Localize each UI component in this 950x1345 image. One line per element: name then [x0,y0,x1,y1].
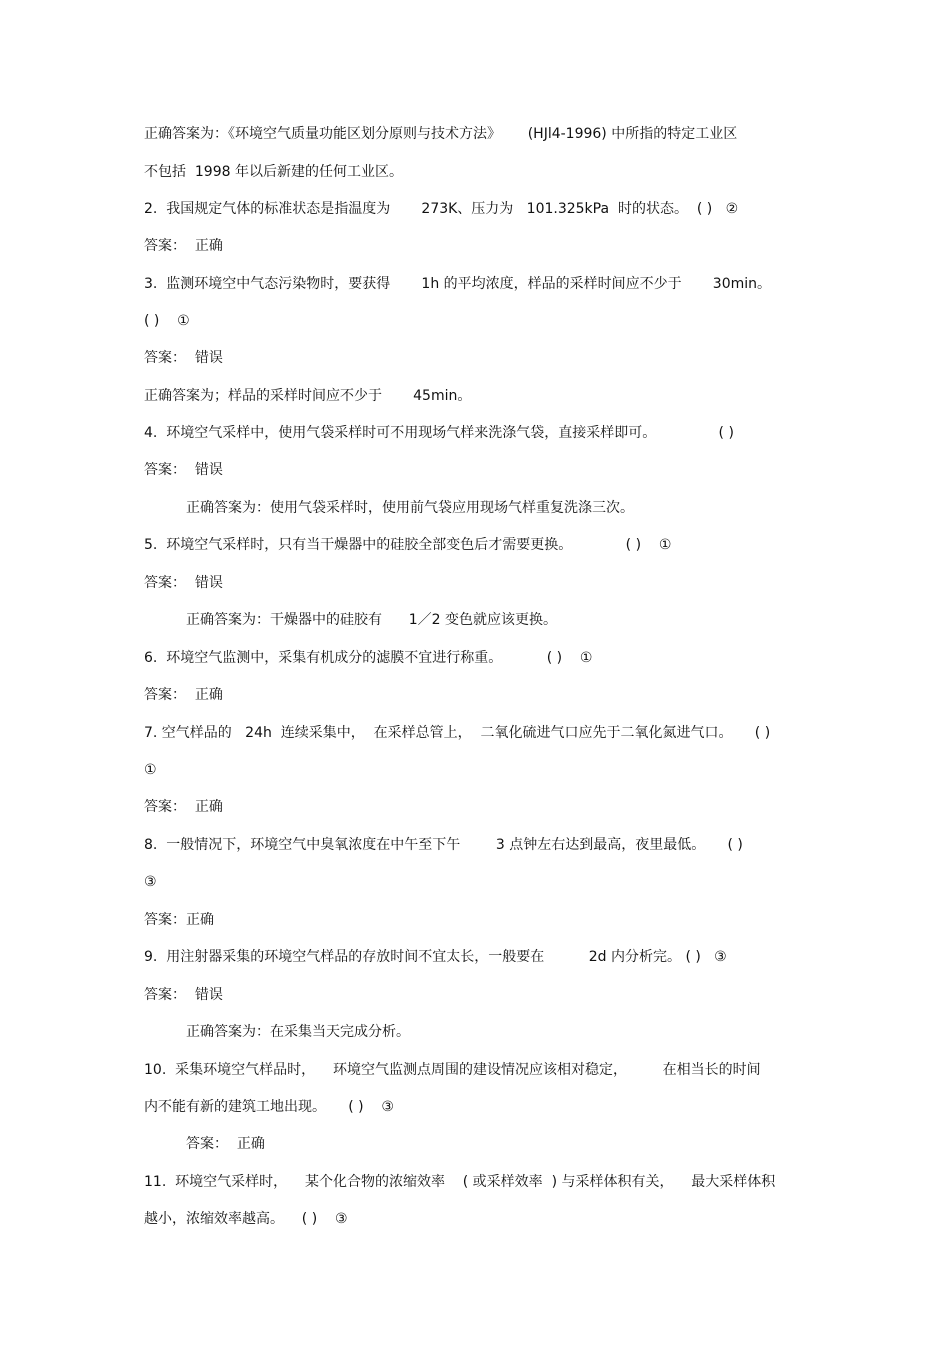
answer-line: 答案： 正确 [144,799,223,815]
text-line: 正确答案为：《环境空气质量功能区划分原则与技术方法》 (HJl4-1996) 中所指的特定工业区 [144,126,738,142]
question-3: 3. 监测环境空中气态污染物时，要获得 1h 的平均浓度，样品的采样时间应不少于 30min。 [144,276,772,292]
question-7: 7. 空气样品的 24h 连续采集中， 在采样总管上， 二氧化硫进气口应先于二氧化氮进气口。 ( ) [144,725,771,741]
question-6: 6. 环境空气监测中，采集有机成分的滤膜不宜进行称重。 ( ) ① [144,650,593,666]
question-2: 2. 我国规定气体的标准状态是指温度为 273K、压力为 101.325kPa 时的状态。 ( ) ② [144,201,739,217]
answer-line: 答案： 错误 [144,350,223,366]
answer-line: 答案： 正确 [144,687,223,703]
text-line: ① [144,762,157,778]
correct-answer-line: 正确答案为；样品的采样时间应不少于 45min。 [144,388,472,404]
question-8: 8. 一般情况下，环境空气中臭氧浓度在中午至下午 3 点钟左右达到最高，夜里最低。 ( ) [144,837,743,853]
question-5: 5. 环境空气采样时，只有当干燥器中的硅胶全部变色后才需要更换。 ( ) ① [144,537,672,553]
text-line: ③ [144,874,157,890]
question-10: 10. 采集环境空气样品时， 环境空气监测点周围的建设情况应该相对稳定， 在相当长的时间 [144,1062,761,1078]
question-11: 11. 环境空气采样时， 某个化合物的浓缩效率 ( 或采样效率 ) 与采样体积有关， 最大采样体积 [144,1174,776,1190]
text-line: 内不能有新的建筑工地出现。 ( ) ③ [144,1099,394,1115]
answer-line: 答案： 错误 [144,987,223,1003]
correct-answer-line: 正确答案为：干燥器中的硅胶有 1／2 变色就应该更换。 [186,612,557,628]
text-line: 不包括 1998 年以后新建的任何工业区。 [144,164,403,180]
correct-answer-line: 正确答案为：使用气袋采样时，使用前气袋应用现场气样重复洗涤三次。 [186,500,634,516]
answer-line: 答案： 正确 [144,238,223,254]
question-9: 9. 用注射器采集的环境空气样品的存放时间不宜太长，一般要在 2d 内分析完。 ( ) ③ [144,949,727,965]
text-line: 越小，浓缩效率越高。 ( ) ③ [144,1211,348,1227]
answer-line: 答案： 错误 [144,462,223,478]
correct-answer-line: 正确答案为：在采集当天完成分析。 [186,1024,410,1040]
answer-line: 答案： 正确 [186,1136,265,1152]
question-4: 4. 环境空气采样中，使用气袋采样时可不用现场气样来洗涤气袋，直接采样即可。 ( ) [144,425,734,441]
answer-line: 答案：正确 [144,912,214,928]
text-line: ( ) ① [144,313,190,329]
answer-line: 答案： 错误 [144,575,223,591]
